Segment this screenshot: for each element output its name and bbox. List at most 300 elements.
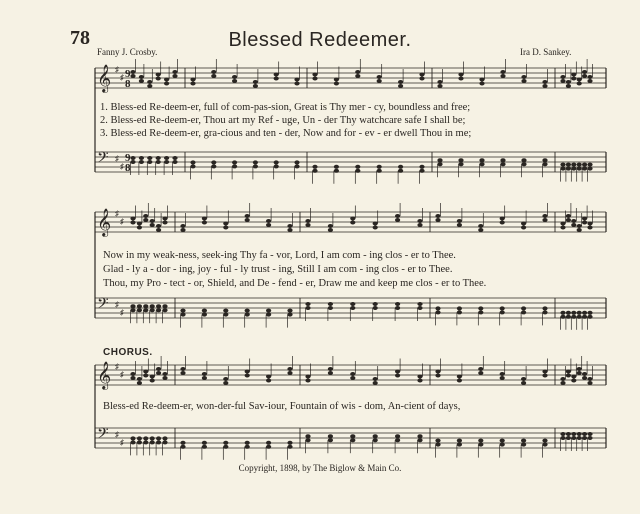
note-head — [328, 367, 333, 371]
note-head — [500, 306, 505, 310]
note-head — [202, 376, 207, 380]
note-head — [137, 436, 142, 440]
note-head — [566, 315, 571, 319]
note-head — [156, 228, 161, 232]
note-head — [294, 164, 299, 168]
note-head — [521, 222, 526, 226]
note-head — [156, 367, 161, 371]
note-head — [274, 73, 279, 77]
note-head — [577, 311, 582, 315]
note-head — [266, 223, 271, 227]
note-head — [587, 226, 592, 230]
note-head — [582, 376, 587, 380]
note-head — [435, 443, 440, 447]
note-head — [373, 226, 378, 230]
note-head — [417, 375, 422, 379]
sharp-icon: ♯ — [120, 438, 124, 447]
note-head — [419, 77, 424, 81]
note-head — [266, 441, 271, 445]
note-head — [457, 379, 462, 383]
note-head — [521, 75, 526, 79]
note-head — [571, 379, 576, 383]
sharp-icon: ♯ — [120, 217, 124, 226]
note-head — [334, 169, 339, 173]
sharp-icon: ♯ — [115, 209, 119, 218]
note-head — [130, 160, 135, 164]
note-head — [245, 370, 250, 374]
note-head — [328, 438, 333, 442]
note-head — [478, 310, 483, 314]
note-head — [180, 367, 185, 371]
note-head — [521, 226, 526, 230]
note-head — [294, 82, 299, 86]
note-head — [350, 306, 355, 310]
note-head — [587, 79, 592, 83]
note-head — [190, 82, 195, 86]
note-head — [245, 313, 250, 317]
note-head — [274, 160, 279, 164]
note-head — [211, 70, 216, 74]
note-head — [130, 376, 135, 380]
note-head — [500, 74, 505, 78]
note-head — [500, 217, 505, 221]
note-head — [143, 370, 148, 374]
note-head — [566, 84, 571, 88]
note-head — [253, 84, 258, 88]
note-head — [253, 160, 258, 164]
note-head — [577, 78, 582, 82]
note-head — [156, 371, 161, 375]
note-head — [190, 78, 195, 82]
note-head — [566, 218, 571, 222]
note-head — [162, 304, 167, 308]
note-head — [130, 308, 135, 312]
note-head — [398, 84, 403, 88]
note-head — [202, 221, 207, 225]
note-head — [172, 156, 177, 160]
note-head — [137, 377, 142, 381]
note-head — [245, 218, 250, 222]
note-head — [582, 70, 587, 74]
note-head — [435, 439, 440, 443]
note-head — [266, 309, 271, 313]
note-head — [560, 226, 565, 230]
note-head — [130, 372, 135, 376]
note-head — [143, 218, 148, 222]
note-head — [137, 304, 142, 308]
note-head — [156, 224, 161, 228]
note-head — [294, 160, 299, 164]
note-head — [571, 167, 576, 171]
lyricist-credit: Fanny J. Crosby. — [97, 47, 158, 57]
note-head — [437, 158, 442, 162]
note-head — [560, 79, 565, 83]
note-head — [521, 381, 526, 385]
note-head — [328, 224, 333, 228]
note-head — [587, 381, 592, 385]
note-head — [419, 73, 424, 77]
note-head — [305, 306, 310, 310]
sharp-icon: ♯ — [120, 308, 124, 317]
note-head — [328, 434, 333, 438]
note-head — [150, 436, 155, 440]
note-head — [395, 302, 400, 306]
note-head — [150, 219, 155, 223]
note-head — [223, 445, 228, 449]
note-head — [560, 75, 565, 79]
note-head — [245, 441, 250, 445]
note-head — [542, 443, 547, 447]
note-head — [566, 80, 571, 84]
note-head — [150, 440, 155, 444]
note-head — [500, 310, 505, 314]
verse-3-line-2: Thou, my Pro - tect - or, Shield, and De - fend - er, Draw me and keep me clos - er to Thee. — [103, 278, 487, 289]
note-head — [156, 160, 161, 164]
copyright-notice: Copyright, 1898, by The Biglow & Main Co. — [238, 463, 402, 473]
note-head — [373, 377, 378, 381]
note-head — [137, 226, 142, 230]
note-head — [232, 164, 237, 168]
note-head — [350, 221, 355, 225]
note-head — [139, 75, 144, 79]
note-head — [417, 219, 422, 223]
note-head — [521, 310, 526, 314]
note-head — [582, 217, 587, 221]
note-head — [180, 309, 185, 313]
note-head — [164, 160, 169, 164]
note-head — [457, 223, 462, 227]
note-head — [457, 443, 462, 447]
treble-clef-icon: 𝄞 — [97, 208, 112, 236]
note-head — [180, 313, 185, 317]
note-head — [521, 377, 526, 381]
note-head — [245, 445, 250, 449]
note-head — [582, 311, 587, 315]
note-head — [458, 73, 463, 77]
sharp-icon: ♯ — [120, 162, 124, 171]
note-head — [587, 163, 592, 167]
note-head — [577, 315, 582, 319]
note-head — [312, 73, 317, 77]
note-head — [582, 372, 587, 376]
note-head — [560, 163, 565, 167]
bass-clef-icon: 𝄢 — [97, 425, 109, 446]
note-head — [577, 371, 582, 375]
note-head — [162, 436, 167, 440]
note-head — [419, 169, 424, 173]
note-head — [180, 441, 185, 445]
note-head — [560, 436, 565, 440]
note-head — [143, 214, 148, 218]
note-head — [150, 223, 155, 227]
note-head — [457, 310, 462, 314]
note-head — [417, 306, 422, 310]
note-head — [582, 315, 587, 319]
sharp-icon: ♯ — [115, 154, 119, 163]
note-head — [150, 375, 155, 379]
hymn-title: Blessed Redeemer. — [228, 29, 412, 51]
note-head — [130, 70, 135, 74]
note-head — [143, 436, 148, 440]
note-head — [287, 367, 292, 371]
note-head — [180, 228, 185, 232]
note-head — [395, 370, 400, 374]
note-head — [223, 377, 228, 381]
note-head — [417, 379, 422, 383]
note-head — [350, 438, 355, 442]
note-head — [328, 228, 333, 232]
bass-clef-icon: 𝄢 — [97, 295, 109, 316]
note-head — [377, 165, 382, 169]
note-head — [172, 160, 177, 164]
note-head — [419, 165, 424, 169]
note-head — [312, 165, 317, 169]
note-head — [479, 162, 484, 166]
note-head — [253, 80, 258, 84]
note-head — [211, 164, 216, 168]
note-head — [458, 77, 463, 81]
note-head — [202, 313, 207, 317]
note-head — [190, 164, 195, 168]
note-head — [334, 82, 339, 86]
note-head — [435, 374, 440, 378]
chorus-label: CHORUS. — [103, 347, 153, 358]
note-head — [162, 376, 167, 380]
note-head — [162, 217, 167, 221]
note-head — [130, 304, 135, 308]
note-head — [398, 165, 403, 169]
note-head — [373, 434, 378, 438]
note-head — [156, 308, 161, 312]
note-head — [328, 302, 333, 306]
note-head — [542, 306, 547, 310]
note-head — [180, 224, 185, 228]
note-head — [305, 219, 310, 223]
note-head — [350, 217, 355, 221]
note-head — [202, 217, 207, 221]
time-signature-digit: 8 — [125, 162, 131, 174]
note-head — [566, 311, 571, 315]
note-head — [577, 167, 582, 171]
note-head — [566, 432, 571, 436]
note-head — [566, 167, 571, 171]
note-head — [542, 158, 547, 162]
note-head — [560, 167, 565, 171]
note-head — [587, 222, 592, 226]
note-head — [202, 372, 207, 376]
note-head — [223, 222, 228, 226]
page-number: 78 — [70, 27, 90, 49]
note-head — [542, 214, 547, 218]
note-head — [232, 160, 237, 164]
note-head — [373, 306, 378, 310]
note-head — [417, 434, 422, 438]
note-head — [150, 308, 155, 312]
note-head — [232, 75, 237, 79]
note-head — [147, 84, 152, 88]
note-head — [245, 309, 250, 313]
note-head — [395, 438, 400, 442]
note-head — [457, 306, 462, 310]
note-head — [542, 84, 547, 88]
note-head — [587, 436, 592, 440]
note-head — [164, 82, 169, 86]
note-head — [143, 374, 148, 378]
note-head — [287, 228, 292, 232]
note-head — [571, 219, 576, 223]
note-head — [274, 77, 279, 81]
note-head — [542, 218, 547, 222]
note-head — [137, 381, 142, 385]
note-head — [479, 82, 484, 86]
note-head — [253, 164, 258, 168]
note-head — [147, 80, 152, 84]
note-head — [287, 441, 292, 445]
note-head — [571, 73, 576, 77]
sharp-icon: ♯ — [115, 362, 119, 371]
note-head — [130, 221, 135, 225]
note-head — [582, 432, 587, 436]
note-head — [587, 75, 592, 79]
note-head — [417, 302, 422, 306]
note-head — [172, 70, 177, 74]
note-head — [245, 214, 250, 218]
note-head — [582, 167, 587, 171]
note-head — [190, 160, 195, 164]
note-head — [577, 163, 582, 167]
note-head — [355, 165, 360, 169]
note-head — [355, 70, 360, 74]
note-head — [328, 371, 333, 375]
note-head — [521, 306, 526, 310]
note-head — [130, 217, 135, 221]
note-head — [211, 160, 216, 164]
note-head — [305, 223, 310, 227]
note-head — [500, 443, 505, 447]
note-head — [542, 370, 547, 374]
note-head — [305, 438, 310, 442]
note-head — [274, 164, 279, 168]
note-head — [500, 162, 505, 166]
note-head — [566, 163, 571, 167]
note-head — [542, 310, 547, 314]
note-head — [305, 379, 310, 383]
note-head — [577, 432, 582, 436]
note-head — [223, 381, 228, 385]
note-head — [577, 228, 582, 232]
note-head — [377, 79, 382, 83]
note-head — [294, 78, 299, 82]
note-head — [500, 376, 505, 380]
sharp-icon: ♯ — [115, 300, 119, 309]
note-head — [162, 308, 167, 312]
note-head — [417, 438, 422, 442]
note-head — [521, 439, 526, 443]
note-head — [395, 218, 400, 222]
note-head — [542, 80, 547, 84]
note-head — [577, 224, 582, 228]
note-head — [587, 167, 592, 171]
note-head — [395, 306, 400, 310]
note-head — [150, 304, 155, 308]
note-head — [571, 375, 576, 379]
note-head — [457, 375, 462, 379]
note-head — [542, 374, 547, 378]
note-head — [521, 158, 526, 162]
treble-clef-icon: 𝄞 — [97, 361, 112, 389]
chorus-line-1: Bless-ed Re-deem-er, won-der-ful Sav-iour, Fountain of wis - dom, An-cient of days, — [103, 401, 461, 412]
note-head — [287, 309, 292, 313]
note-head — [350, 302, 355, 306]
note-head — [560, 381, 565, 385]
verse-1-line-1: 1. Bless-ed Re-deem-er, full of com-pas-sion, Great is Thy mer - cy, boundless and free; — [100, 102, 471, 113]
note-head — [312, 77, 317, 81]
note-head — [521, 443, 526, 447]
note-head — [582, 221, 587, 225]
verse-2-line-2: Glad - ly a - dor - ing, joy - ful - ly trust - ing, Still I am com - ing clos - er to Thee. — [103, 264, 453, 275]
note-head — [373, 381, 378, 385]
note-head — [266, 219, 271, 223]
note-head — [398, 80, 403, 84]
note-head — [137, 222, 142, 226]
note-head — [395, 374, 400, 378]
note-head — [560, 432, 565, 436]
note-head — [458, 158, 463, 162]
note-head — [587, 377, 592, 381]
note-head — [560, 315, 565, 319]
note-head — [377, 169, 382, 173]
note-head — [143, 308, 148, 312]
note-head — [437, 162, 442, 166]
note-head — [137, 308, 142, 312]
note-head — [582, 436, 587, 440]
note-head — [587, 432, 592, 436]
note-head — [266, 445, 271, 449]
note-head — [202, 445, 207, 449]
note-head — [566, 436, 571, 440]
note-head — [334, 165, 339, 169]
note-head — [202, 309, 207, 313]
note-head — [139, 160, 144, 164]
note-head — [180, 371, 185, 375]
note-head — [334, 78, 339, 82]
note-head — [587, 311, 592, 315]
note-head — [435, 306, 440, 310]
note-head — [398, 169, 403, 173]
note-head — [266, 375, 271, 379]
note-head — [130, 74, 135, 78]
note-head — [437, 80, 442, 84]
note-head — [478, 439, 483, 443]
note-head — [143, 440, 148, 444]
note-head — [577, 367, 582, 371]
note-head — [457, 219, 462, 223]
verse-2-line-1: 2. Bless-ed Re-deem-er, Thou art my Ref - uge, Un - der Thy watchcare safe I shall be; — [100, 115, 466, 126]
note-head — [305, 434, 310, 438]
note-head — [139, 79, 144, 83]
note-head — [312, 169, 317, 173]
note-head — [566, 374, 571, 378]
note-head — [577, 82, 582, 86]
note-head — [156, 440, 161, 444]
note-head — [435, 214, 440, 218]
bass-clef-icon: 𝄢 — [97, 149, 109, 170]
note-head — [147, 156, 152, 160]
note-head — [266, 379, 271, 383]
note-head — [571, 77, 576, 81]
note-head — [542, 162, 547, 166]
note-head — [223, 313, 228, 317]
